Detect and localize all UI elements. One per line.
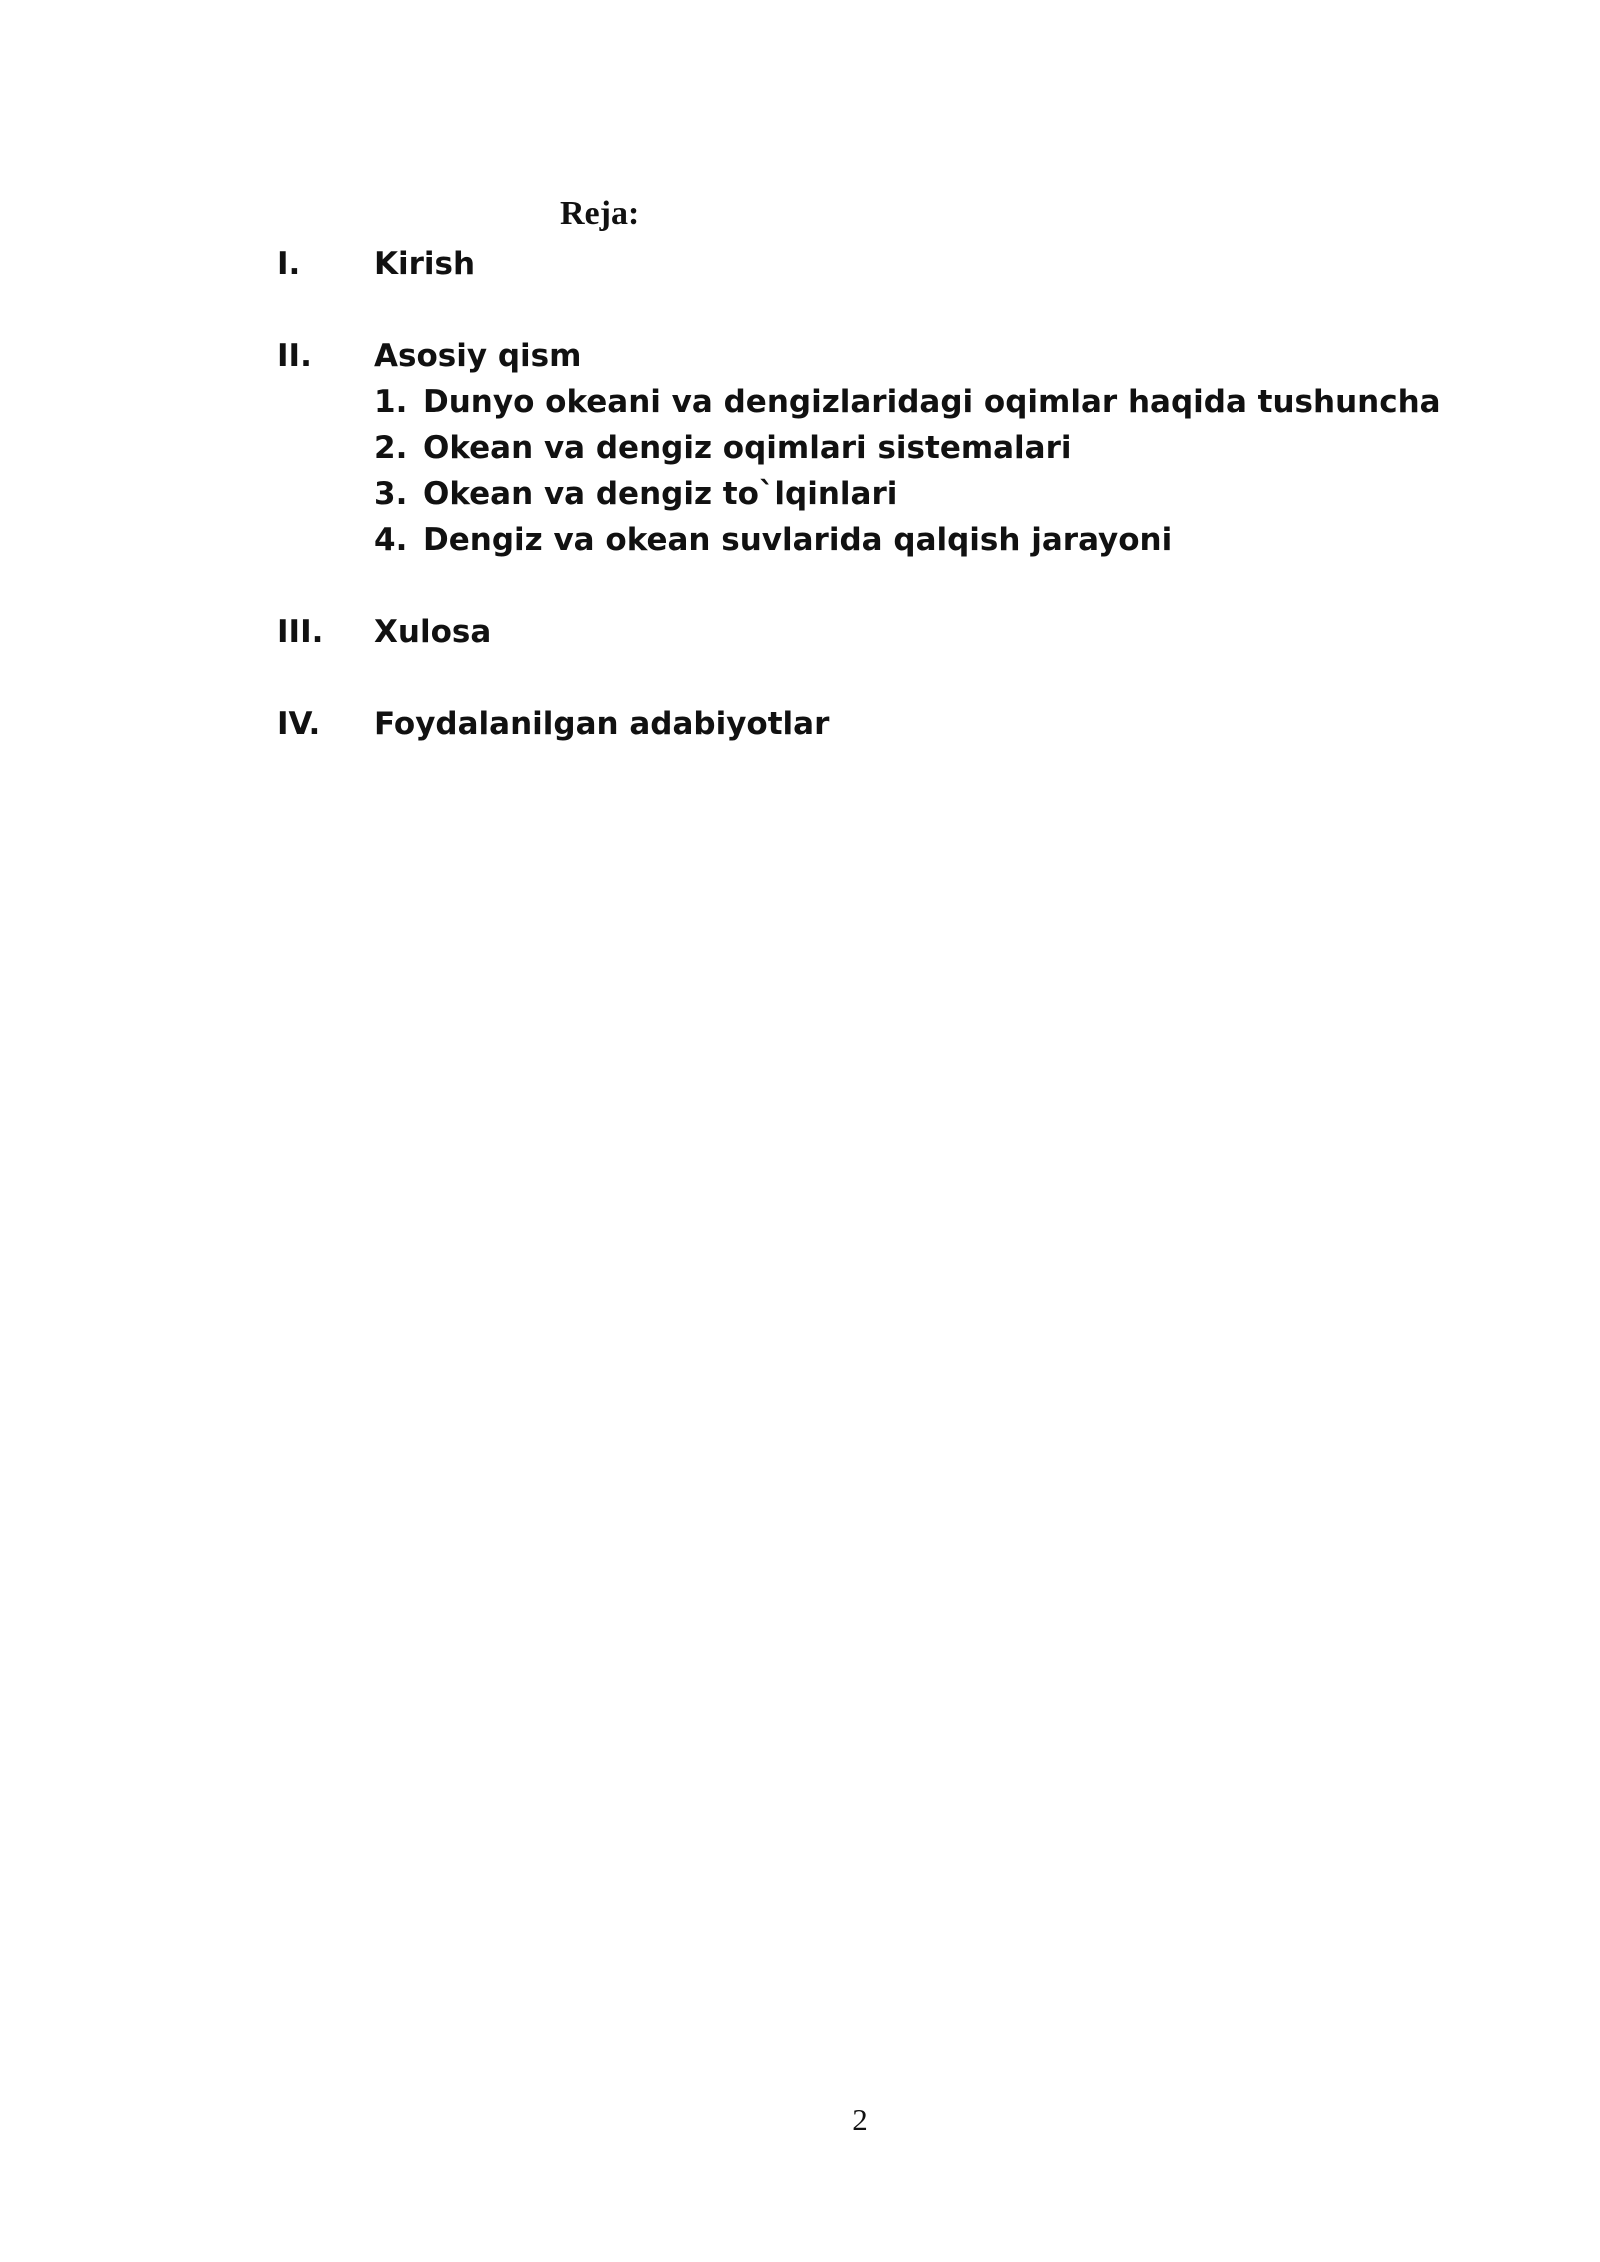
page-number: 2 <box>852 2102 868 2137</box>
subitem-label: Dengiz va okean suvlarida qalqish jarayoni <box>423 522 1173 558</box>
subitem-number: 1. <box>374 384 408 420</box>
subitem-label: Okean va dengiz to`lqinlari <box>423 476 898 512</box>
subitem-number: 2. <box>374 430 408 466</box>
section-numeral: I. <box>277 246 301 282</box>
section-label: Kirish <box>374 246 476 282</box>
subitem-label: Okean va dengiz oqimlari sistemalari <box>423 430 1072 466</box>
plan-title: Reja: <box>560 195 640 232</box>
section-numeral: IV. <box>277 706 321 742</box>
section-label: Xulosa <box>374 614 492 650</box>
section-label: Asosiy qism <box>374 338 582 374</box>
section-numeral: III. <box>277 614 324 650</box>
subitem-number: 4. <box>374 522 408 558</box>
subitem-label: Dunyo okeani va dengizlaridagi oqimlar haqida tushuncha <box>423 384 1441 420</box>
subitem-number: 3. <box>374 476 408 512</box>
section-label: Foydalanilgan adabiyotlar <box>374 706 830 742</box>
section-numeral: II. <box>277 338 312 374</box>
